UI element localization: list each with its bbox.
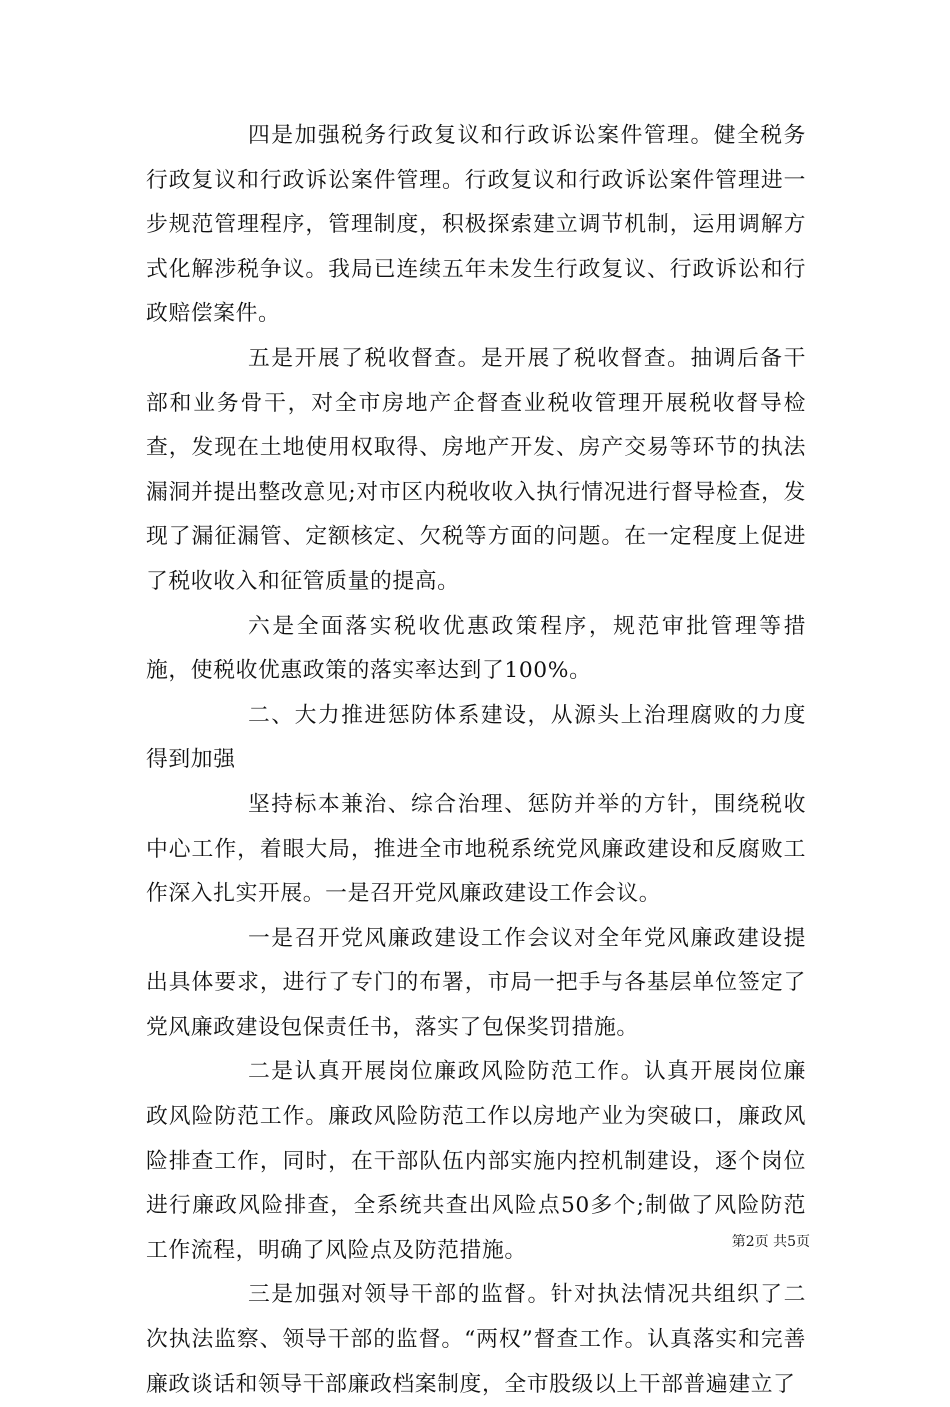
paragraph-leader-supervision: 三是加强对领导干部的监督。针对执法情况共组织了二次执法监察、领导干部的监督。“两权”督查工作。认真落实和完善廉政谈话和领导干部廉政档案制度，全市股级以上干部普遍建立了: [146, 1282, 806, 1397]
paragraph-tax-inspection: 五是开展了税收督查。是开展了税收督查。抽调后备干部和业务骨干，对全市房地产企督查业税收管理开展税收督导检查，发现在土地使用权取得、房地产开发、房产交易等环节的执法漏洞并提出整改意见;对市区内税收收入执行情况进行督导检查，发现了漏征漏管、定额核定、欠税等方面的问题。在一定程度上促进了税收收入和征管质量的提高。: [146, 345, 806, 594]
paragraph-tax-review: 四是加强税务行政复议和行政诉讼案件管理。健全税务行政复议和行政诉讼案件管理。行政复议和行政诉讼案件管理进一步规范管理程序，管理制度，积极探索建立调节机制，运用调解方式化解涉税争议。我局已连续五年未发生行政复议、行政诉讼和行政赔偿案件。: [146, 123, 806, 327]
section-heading-anti-corruption: 二、大力推进惩防体系建设，从源头上治理腐败的力度得到加强: [146, 702, 806, 773]
paragraph-meeting: 一是召开党风廉政建设工作会议对全年党风廉政建设提出具体要求，进行了专门的布署，市局一把手与各基层单位签定了党风廉政建设包保责任书，落实了包保奖罚措施。: [146, 925, 806, 1040]
paragraph-risk-prevention: 二是认真开展岗位廉政风险防范工作。认真开展岗位廉政风险防范工作。廉政风险防范工作以房地产业为突破口，廉政风险排查工作，同时，在干部队伍内部实施内控机制建设，逐个岗位进行廉政风险排查，全系统共查出风险点50多个;制做了风险防范工作流程，明确了风险点及防范措施。: [146, 1059, 806, 1263]
paragraph-policy-overview: 坚持标本兼治、综合治理、惩防并举的方针，围绕税收中心工作，着眼大局，推进全市地税系统党风廉政建设和反腐败工作深入扎实开展。一是召开党风廉政建设工作会议。: [146, 791, 806, 907]
page-number-footer: 第2页 共5页: [731, 1234, 810, 1250]
document-body: [146, 114, 806, 1407]
paragraph-tax-preference: 六是全面落实税收优惠政策程序，规范审批管理等措施，使税收优惠政策的落实率达到了100%。: [146, 613, 806, 684]
